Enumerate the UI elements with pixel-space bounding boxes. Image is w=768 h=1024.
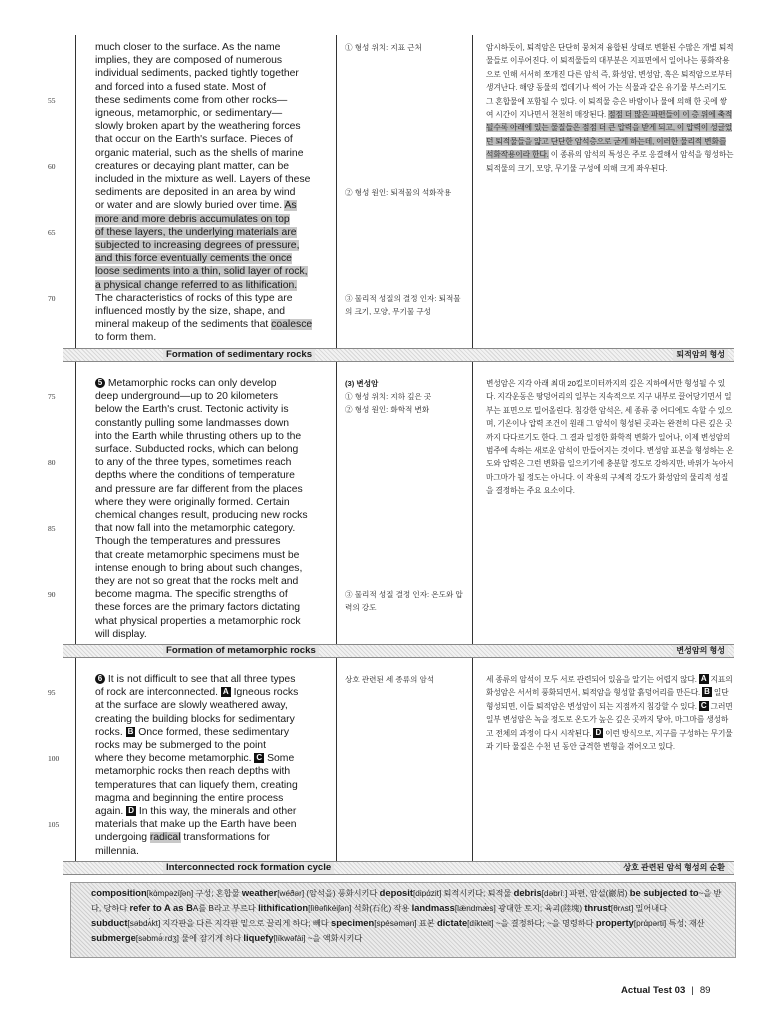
line-number: 95 xyxy=(48,688,56,698)
margin-note: ③ 물리적 성질 결정 인자: 온도와 압력의 강도 xyxy=(345,590,463,613)
marker-box: C xyxy=(700,700,707,710)
passage-line xyxy=(48,752,345,765)
korean-translation xyxy=(486,673,734,753)
text-run: creating the building blocks for sedimentary xyxy=(95,713,295,725)
text-run: rocks. xyxy=(95,726,126,738)
english-heading: Formation of metamorphic rocks xyxy=(163,645,319,657)
passage-line xyxy=(95,779,345,792)
passage-line xyxy=(95,318,345,331)
line-number: 60 xyxy=(48,161,56,171)
line-number: 75 xyxy=(48,392,56,402)
text-run: depths where the conditions of temperature xyxy=(95,470,295,482)
text-run: into the Earth while thrusting others up to the xyxy=(95,430,302,442)
margin-note: 상호 관련된 세 종류의 암석 xyxy=(345,675,435,684)
vocab-word: subduct xyxy=(91,917,128,928)
passage-line xyxy=(95,252,345,265)
highlighted-text: radical xyxy=(149,832,181,844)
text-run: much closer to the surface. As the name xyxy=(95,42,281,53)
passage-line xyxy=(95,107,345,120)
passage-line xyxy=(95,628,345,641)
vocab-word: deposit xyxy=(379,887,413,898)
vocab-definition: A를 B라고 부르다 xyxy=(192,904,259,913)
passage-line xyxy=(48,226,345,239)
text-run: at the surface are slowly weathered away, xyxy=(95,700,288,712)
line-number: 90 xyxy=(48,590,56,600)
paragraph-number: 5 xyxy=(95,378,105,388)
vocab-word: landmass xyxy=(411,902,455,913)
vocab-definition: [lìθəfikéiʃən] 석화(石化) 작용 xyxy=(308,904,412,913)
text-run: become magma. The specific strengths of xyxy=(95,589,288,601)
text-run: organic material, such as the shells of marine xyxy=(95,147,304,159)
text-run: sediments are deposited in an area by wind xyxy=(95,187,296,199)
text-run: Metamorphic rocks can only develop xyxy=(107,378,277,389)
vocab-word: submerge xyxy=(91,932,136,943)
marker-box: A xyxy=(222,687,229,697)
text-run: included in the mixture as well. Layers of these xyxy=(95,174,311,186)
passage-line xyxy=(95,549,345,562)
passage-line xyxy=(48,160,345,173)
text-run: intense enough to bring about such changes, xyxy=(95,562,303,574)
line-number: 100 xyxy=(48,754,60,764)
right-column-rule xyxy=(472,35,473,871)
passage-line xyxy=(48,390,345,403)
text-run: 이 종류의 암석의 특성은 주로 응결해서 암석을 형성하는 퇴적물의 크기, 모양, 무기물 구성에 의해 크게 좌우된다. xyxy=(486,150,734,173)
text-run: or water and are slowly buried over time. xyxy=(95,200,285,212)
passage-line xyxy=(95,239,345,252)
page-footer xyxy=(621,985,711,996)
vocab-definition: [díkteit] ~을 결정하다; ~을 명령하다 xyxy=(467,919,596,928)
passage-line xyxy=(95,601,345,614)
text-run: chemical changes result, producing new rocks xyxy=(95,510,308,522)
passage-line xyxy=(95,443,345,456)
text-run: undergoing xyxy=(95,832,150,844)
text-run: Though the temperatures and pressures xyxy=(95,536,281,548)
text-run: that now fall into the metamorphic category. xyxy=(95,523,296,535)
passage-line xyxy=(48,686,345,699)
passage-line xyxy=(95,403,345,416)
passage-line xyxy=(95,147,345,160)
marker-box: B xyxy=(704,687,710,697)
text-run: deep underground—up to 20 kilometers xyxy=(95,391,279,403)
vocabulary-box xyxy=(70,882,736,958)
vocab-definition: [dipɑ́zit] 퇴적시키다; 퇴적물 xyxy=(413,889,514,898)
passage-line xyxy=(95,726,345,739)
vocab-word: liquefy xyxy=(243,932,274,943)
passage-line xyxy=(95,186,345,199)
paragraph-number: 6 xyxy=(95,674,105,684)
margin-note: (3) 변성암 xyxy=(345,379,379,388)
passage-line xyxy=(95,133,345,146)
text-run: metamorphic rocks then reach depths with xyxy=(95,766,291,778)
passage-page xyxy=(48,35,734,875)
passage-line xyxy=(95,792,345,805)
line-number: 105 xyxy=(48,820,60,830)
passage-line xyxy=(48,456,345,469)
text-run: slowly broken apart by the weathering forces xyxy=(95,121,301,133)
korean-heading: 퇴적암의 형성 xyxy=(673,349,728,361)
text-run: 세 종류의 암석이 모두 서로 관련되어 있음을 알기는 어렵지 않다. xyxy=(486,675,699,684)
text-run: Igneous rocks xyxy=(230,687,299,699)
margin-note: ② 형성 원인: 화학적 변화 xyxy=(345,405,430,415)
text-run: 암시하듯이, 퇴적암은 단단히 뭉쳐져 융합된 상태로 변환된 수많은 개별 퇴적물들로 이루어진다. 이 퇴적물들의 대부분은 지표면에서 일어나는 풍화작용으로 인해 서서히 쪼개진 다른 암석 즉, 화성암, 변성암, 혹은 퇴적암으로부터 생겨난다. 해양 동물의 껍데기나 썩어 가는 식물과 같은 유기물 부스러기도 그 혼합물에 포함될 수 있다. 이 퇴적물 층은 바람이나 물에 의해 한 곳에 쌓여 시간이 지나면서 천천히 매장된다. xyxy=(486,43,734,120)
text-run: where they were originally formed. Certain xyxy=(95,496,290,508)
vocab-definition: [wéðər] (암석을) 풍화시키다 xyxy=(277,889,380,898)
text-run: again. xyxy=(95,806,127,818)
text-run: igneous, metamorphic, or sedimentary— xyxy=(95,108,283,120)
text-run: mineral makeup of the sediments that xyxy=(95,319,272,331)
text-run: rocks may be submerged to the point xyxy=(95,740,266,752)
passage-line xyxy=(95,265,345,278)
highlighted-text: and this force eventually cements the once xyxy=(95,253,292,265)
line-number: 80 xyxy=(48,458,56,468)
passage-line xyxy=(48,522,345,535)
vocab-definition: [kɑ̀mpəzíʃən] 구성; 혼합물 xyxy=(146,889,242,898)
vocab-word: specimen xyxy=(330,917,375,928)
text-run: individual sediments, packed tightly together xyxy=(95,68,299,80)
text-run: 변성암은 지각 아래 최대 20킬로미터까지의 깊은 지하에서만 형성될 수 있다. 지각운동은 땅덩어리의 일부는 지속적으로 지구 내부로 끌어당기면서 일부는 표면으로 밀어올린다. 침강한 암석은, 세 종류 중 어디에도 속할 수 있으며, 기온이나 압력 조건이 원래 그 암석이 형성된 곳과는 완전히 다른 깊은 곳까지 다다르기도 한다. 그 결과 일정한 화학적 변화가 일어나, 이제 변성암의 범주에 속하는 새로운 암석이 만들어지는 것이다. 변성암 표본을 형성하는 온도와 압력은 그런 변화를 일으키기에 충분할 정도로 강하지만, 바위가 녹아서 마그마가 될 정도는 아니다. 이 작용의 구체적 강도가 화성암의 물리적 성질을 결정하는 주요 요소이다. xyxy=(486,379,734,496)
passage-line xyxy=(95,615,345,628)
passage-line xyxy=(95,54,345,67)
passage-line xyxy=(48,292,345,305)
passage-line xyxy=(95,199,345,212)
marker-box: D xyxy=(128,806,134,816)
line-number: 85 xyxy=(48,524,56,534)
passage-line xyxy=(48,588,345,601)
text-run: Some xyxy=(264,753,295,765)
vocab-definition: [lǽndmæ̀s] 광대한 토지; 육괴(陸塊) xyxy=(454,904,585,913)
vocab-word: composition xyxy=(91,887,147,898)
korean-translation xyxy=(486,377,734,498)
highlighted-text: a physical change referred to as lithification. xyxy=(95,279,298,291)
text-run: surface. Subducted rocks, which can belong xyxy=(95,444,299,456)
vocab-word: dictate xyxy=(436,917,468,928)
text-run: constantly pulling some landmasses down xyxy=(95,417,290,429)
highlighted-text: more and more debris accumulates on top xyxy=(95,213,290,225)
marker-box: C xyxy=(256,753,263,763)
passage-line xyxy=(48,818,345,831)
marker-box: D xyxy=(595,727,602,737)
text-run: millennia. xyxy=(95,845,139,857)
text-run: magma and beginning the entire process xyxy=(95,792,284,804)
vocab-definition: [spésəmən] 표본 xyxy=(374,919,437,928)
passage-line xyxy=(95,430,345,443)
section-heading-band xyxy=(63,348,734,362)
text-run: 일단 형성되면, 이들 퇴적암은 변성암이 되는 지점까지 침강할 수 있다. xyxy=(486,688,729,711)
vocab-word: lithification xyxy=(258,902,309,913)
vocab-word: refer to A as B xyxy=(129,902,193,913)
highlighted-text: 점점 더 많은 파편들이 이 층 위에 축적될수록 아래에 있는 물질들은 점점 더 큰 압력을 받게 되고, 이 압력이 성글었던 퇴적물들을 얇고 단단한 암석층으로 굳게 하는데, 이러한 물리적 변화를 석화작용이라 한다. xyxy=(486,110,733,160)
passage-line xyxy=(95,562,345,575)
text-run: It is not difficult to see that all three types xyxy=(107,674,296,685)
text-run: they are not so great that the rocks melt and xyxy=(95,576,299,588)
text-run: these sediments come from other rocks— xyxy=(95,94,288,106)
vocab-definition: [səbmə́ːrdʒ] 물에 잠기게 하다 xyxy=(135,934,244,943)
text-run: materials that make up the Earth have been xyxy=(95,819,297,831)
marker-box: A xyxy=(700,674,707,683)
text-run: and forced into a fused state. Most of xyxy=(95,81,266,93)
text-run: that occur on the Earth's surface. Pieces of xyxy=(95,134,293,146)
passage-line xyxy=(95,417,345,430)
highlighted-text: of these layers, the underlying materials are xyxy=(95,226,297,238)
passage-line xyxy=(95,496,345,509)
highlighted-text: coalesce xyxy=(271,319,313,331)
text-run: Once formed, these sedimentary xyxy=(135,726,290,738)
highlighted-text: As xyxy=(284,200,297,212)
highlighted-text: loose sediments into a thin, solid layer of rock, xyxy=(95,266,308,278)
korean-heading: 상호 관련된 암석 형성의 순환 xyxy=(620,862,728,874)
passage-line xyxy=(95,279,345,292)
section-heading-band xyxy=(63,644,734,658)
vocab-definition: [líkwəfài] ~을 액화시키다 xyxy=(273,934,363,943)
english-heading: Formation of sedimentary rocks xyxy=(163,349,315,361)
text-run: to any of the three types, sometimes reach xyxy=(95,457,292,469)
margin-note: ① 형성 위치: 지하 깊은 곳 xyxy=(345,392,432,402)
passage-line xyxy=(95,699,345,712)
page-number: 89 xyxy=(699,985,711,996)
text-run: The characteristics of rocks of this type are xyxy=(95,292,293,304)
test-label: Actual Test 03 xyxy=(621,985,686,996)
text-run: and pressure are far different from the places xyxy=(95,483,303,495)
passage-line xyxy=(95,377,345,390)
text-run: In this way, the minerals and other xyxy=(135,806,297,818)
vocab-word: thrust xyxy=(584,902,611,913)
passage-line xyxy=(95,831,345,844)
line-number: 70 xyxy=(48,293,56,303)
text-run: 이런 방식으로, 지구를 구성하는 무기물과 기타 물질은 수천 년 동안 급격한 변형을 겪어오고 있다. xyxy=(486,728,733,752)
passage-line xyxy=(48,94,345,107)
vocab-word: weather xyxy=(241,887,278,898)
margin-note: ① 형성 위치: 지표 근처 xyxy=(345,43,422,52)
passage-line xyxy=(95,305,345,318)
vocab-word: property xyxy=(595,917,634,928)
text-run: below the Earth's crust. Tectonic activity is xyxy=(95,404,289,416)
english-paragraph xyxy=(48,673,345,858)
passage-line xyxy=(95,575,345,588)
text-run: creatures or decaying plant matter, can be xyxy=(95,160,290,172)
vocab-definition: ~을 받다, 당하다 xyxy=(91,889,722,913)
passage-line xyxy=(95,739,345,752)
passage-line xyxy=(95,509,345,522)
passage-line xyxy=(95,41,345,54)
section-heading-band xyxy=(63,861,734,875)
line-number: 65 xyxy=(48,227,56,237)
text-run: influenced mostly by the size, shape, and xyxy=(95,306,286,318)
vocab-word: debris xyxy=(513,887,542,898)
passage-line xyxy=(95,673,345,686)
text-run: to form them. xyxy=(95,332,157,344)
margin-note: ③ 물리적 성질의 결정 인자: 퇴적물의 크기, 모양, 무기물 구성 xyxy=(345,293,461,316)
footer-separator: | xyxy=(691,985,694,996)
text-run: temperatures that can liquefy them, creating xyxy=(95,779,298,791)
passage-line xyxy=(95,120,345,133)
text-run: implies, they are composed of numerous xyxy=(95,55,283,67)
text-run: these forces are the primary factors dictating xyxy=(95,602,301,614)
passage-line xyxy=(95,81,345,94)
passage-line xyxy=(95,535,345,548)
vocabulary-list xyxy=(91,886,725,946)
text-run: that create metamorphic specimens must be xyxy=(95,549,300,561)
vocab-word: be subjected to xyxy=(629,887,699,898)
passage-line xyxy=(95,213,345,226)
passage-line xyxy=(95,331,345,344)
text-run: will display. xyxy=(95,628,147,640)
passage-line xyxy=(95,845,345,858)
english-heading: Interconnected rock formation cycle xyxy=(163,862,334,874)
passage-line xyxy=(95,713,345,726)
left-column-rule xyxy=(75,35,76,871)
passage-line xyxy=(95,805,345,818)
passage-line xyxy=(95,483,345,496)
vocab-definition: [θrʌst] 밀어내다 xyxy=(610,904,668,913)
passage-line xyxy=(95,469,345,482)
english-paragraph xyxy=(48,377,345,641)
passage-line xyxy=(95,173,345,186)
highlighted-text: subjected to increasing degrees of pressure, xyxy=(95,240,300,252)
text-run: what physical properties a metamorphic rock xyxy=(95,615,301,627)
vocab-definition: [prɑ́pərti] 특성; 재산 xyxy=(633,919,705,928)
text-run: 지표의 화성암은 서서히 풍화되면서, 퇴적암을 형성할 흙덩어리를 만든다. xyxy=(486,675,733,698)
text-run: transformations for xyxy=(180,832,271,844)
korean-translation xyxy=(486,41,734,175)
vocab-definition: [səbdʌ́kt] 지각판을 다른 지각판 밑으로 끌리게 하다; 빼다 xyxy=(127,919,331,928)
vocab-definition: [dəbríː] 파편, 암설(巖屑) xyxy=(541,889,630,898)
text-run: 그러면 일부 변성암은 녹을 정도로 온도가 높은 깊은 곳까지 닿아, 마그마를 생성하고 전체의 과정이 다시 시작된다. xyxy=(486,701,733,738)
margin-note: ② 형성 원인: 퇴적물의 석화작용 xyxy=(345,188,452,198)
passage-line xyxy=(95,765,345,778)
text-run: of rock are interconnected. xyxy=(95,687,221,699)
line-number: 55 xyxy=(48,95,56,105)
passage-line xyxy=(95,67,345,80)
korean-heading: 변성암의 형성 xyxy=(673,645,728,657)
english-paragraph xyxy=(48,41,345,345)
text-run: where they become metamorphic. xyxy=(95,753,255,765)
marker-box: B xyxy=(127,726,134,736)
